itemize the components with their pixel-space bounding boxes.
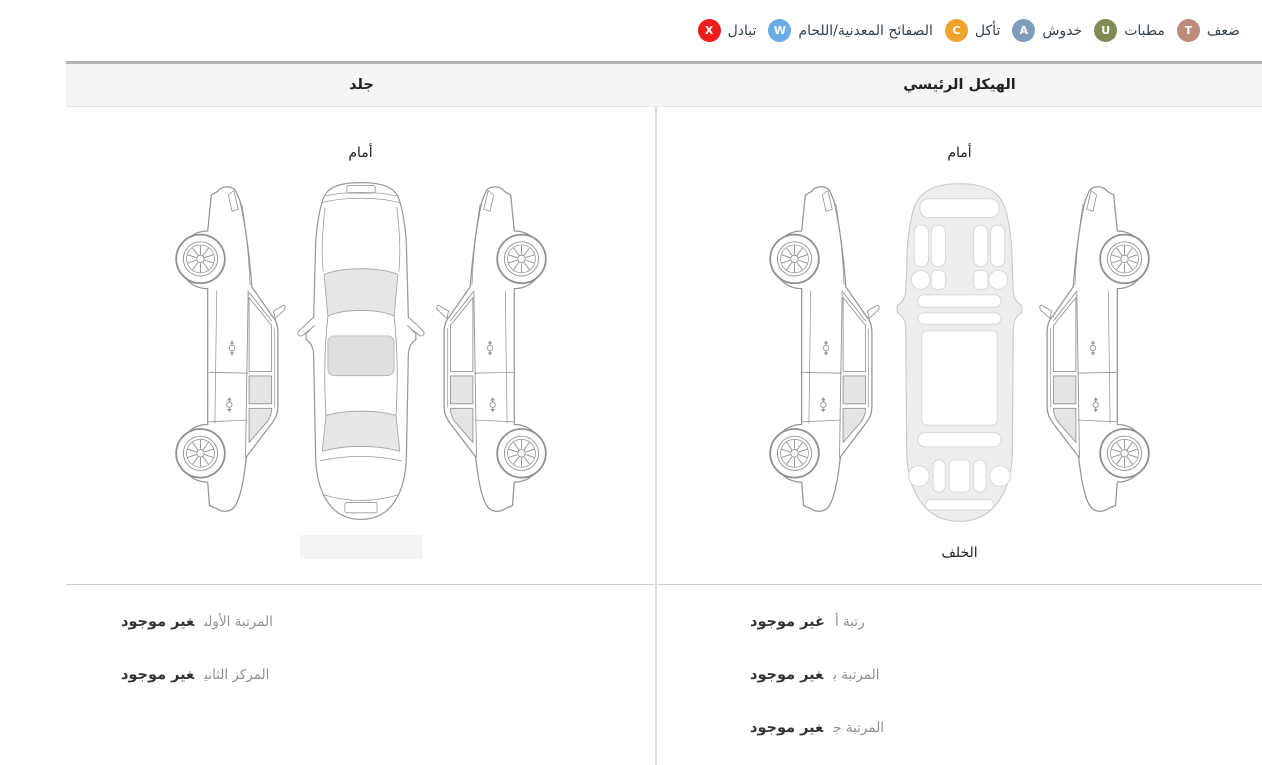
legend-badge-X-icon: X xyxy=(698,19,721,42)
status-row xyxy=(66,664,655,685)
status-value: غير موجود xyxy=(121,614,195,630)
legend-item-label: الصفائح المعدنية/اللحام xyxy=(798,22,933,39)
structure-diagram-area xyxy=(657,107,1262,585)
status-label: المركز الثاني xyxy=(204,667,270,683)
legend-badge-U-icon: U xyxy=(1094,19,1117,42)
legend-item-corrosion xyxy=(945,19,1000,42)
legend-item-label: خدوش xyxy=(1042,22,1083,39)
panel-header-skin: جلد xyxy=(349,77,374,93)
car-top-view-diagram[interactable] xyxy=(290,177,432,527)
skin-diagram-cluster[interactable] xyxy=(66,171,655,533)
legend-badge-A-icon: A xyxy=(1012,19,1035,42)
status-value: غير موجود xyxy=(750,667,824,683)
legend-item-exchange xyxy=(698,19,757,42)
damage-legend xyxy=(0,0,1262,61)
legend-badge-C-icon: C xyxy=(945,19,968,42)
front-label: أمام xyxy=(348,145,373,161)
panel-skin xyxy=(66,107,655,765)
status-value: غير موجود xyxy=(750,720,824,736)
car-side-left-diagram[interactable] xyxy=(169,177,286,528)
status-row xyxy=(657,611,1262,632)
structure-diagram-cluster[interactable] xyxy=(657,171,1262,533)
status-label: المرتبة الأولى xyxy=(204,614,273,630)
car-side-right-diagram[interactable] xyxy=(436,177,553,528)
legend-item-dents xyxy=(1094,19,1165,42)
status-row xyxy=(657,664,1262,685)
board-body xyxy=(66,107,1262,765)
back-label: الخلف xyxy=(941,545,978,561)
diagram-shadow-band xyxy=(300,535,422,559)
status-label: المرتبة ب xyxy=(833,667,880,683)
status-label: رتبة أ xyxy=(834,614,865,630)
status-value: غير موجود xyxy=(750,614,825,630)
board-header xyxy=(66,61,1262,107)
legend-item-label: تأكل xyxy=(974,22,1001,39)
legend-item-weakness xyxy=(1177,19,1240,42)
legend-item-label: ضعف xyxy=(1206,22,1240,39)
legend-badge-T-icon: T xyxy=(1177,19,1200,42)
status-row xyxy=(66,611,655,632)
status-row xyxy=(657,717,1262,738)
skin-status-rows xyxy=(66,585,655,685)
legend-item-scratches xyxy=(1012,19,1082,42)
legend-item-label: تبادل xyxy=(727,22,757,39)
status-value: غير موجود xyxy=(121,667,195,683)
status-label: المرتبة ج xyxy=(833,720,885,736)
skin-diagram-area xyxy=(66,107,655,585)
structure-status-rows xyxy=(657,585,1262,738)
front-label: أمام xyxy=(947,145,972,161)
car-side-left-diagram[interactable] xyxy=(763,177,880,528)
legend-item-label: مطبات xyxy=(1124,22,1165,39)
panel-main-structure xyxy=(655,107,1262,765)
legend-badge-W-icon: W xyxy=(768,19,791,42)
inspection-board xyxy=(66,61,1262,765)
car-side-right-diagram[interactable] xyxy=(1039,177,1156,528)
car-underbody-diagram[interactable] xyxy=(884,178,1035,527)
legend-item-sheet-metal-welding xyxy=(768,19,932,42)
panel-header-main-structure: الهيكل الرئيسي xyxy=(903,77,1016,93)
